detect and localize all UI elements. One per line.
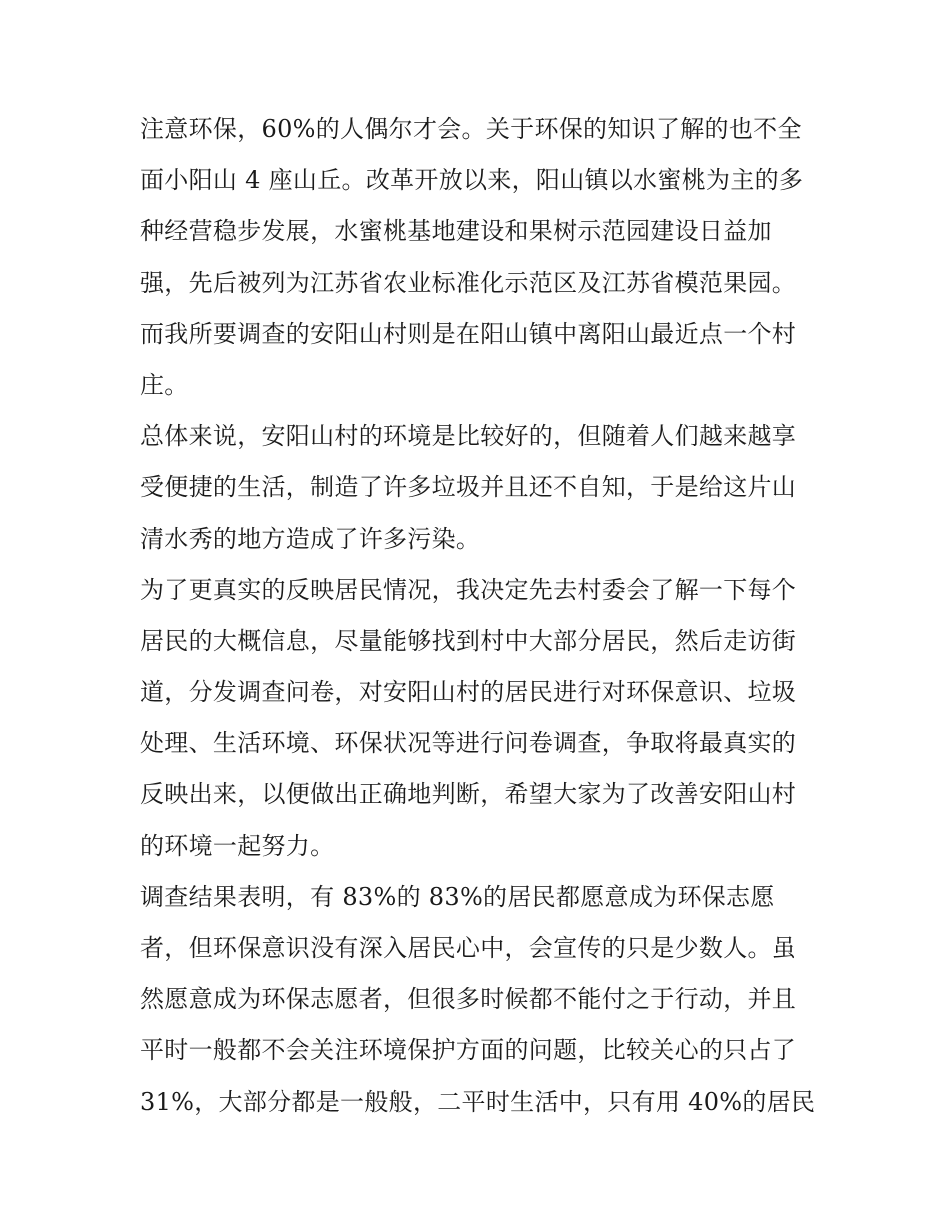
text-line: 强，先后被列为江苏省农业标准化示范区及江苏省模范果园。 xyxy=(140,268,797,297)
text-line: 种经营稳步发展，水蜜桃基地建设和果树示范园建设日益加 xyxy=(140,217,772,246)
text-line: 的环境一起努力。 xyxy=(140,831,335,860)
text-line: 者，但环保意识没有深入居民心中，会宣传的只是少数人。虽 xyxy=(140,934,797,962)
text-line: 居民的大概信息，尽量能够找到村中大部分居民，然后走访街 xyxy=(140,626,797,655)
text-line: 清水秀的地方造成了许多污染。 xyxy=(140,524,481,553)
text-line: 总体来说，安阳山村的环境是比较好的，但随着人们越来越享 xyxy=(140,422,797,451)
text-line: 注意环保，60%的人偶尔才会。关于环保的知识了解的也不全 xyxy=(140,115,802,143)
text-line: 31%，大部分都是一般般，二平时生活中，只有用 40%的居民 xyxy=(140,1087,816,1116)
text-line: 受便捷的生活，制造了许多垃圾并且还不自知，于是给这片山 xyxy=(140,473,797,502)
text-line: 平时一般都不会关注环境保护方面的问题，比较关心的只占了 xyxy=(140,1036,797,1065)
text-line: 为了更真实的反映居民情况，我决定先去村委会了解一下每个 xyxy=(140,575,797,604)
document-body xyxy=(140,104,820,1128)
text-line: 反映出来，以便做出正确地判断，希望大家为了改善安阳山村 xyxy=(140,780,797,809)
text-line: 处理、生活环境、环保状况等进行问卷调查，争取将最真实的 xyxy=(140,729,797,758)
text-line: 道，分发调查问卷，对安阳山村的居民进行对环保意识、垃圾 xyxy=(140,678,797,707)
text-line: 庄。 xyxy=(140,370,189,399)
text-line: 然愿意成为环保志愿者，但很多时候都不能付之于行动，并且 xyxy=(140,985,797,1014)
text-line: 面小阳山 4 座山丘。改革开放以来，阳山镇以水蜜桃为主的多 xyxy=(140,166,804,195)
text-line: 调查结果表明，有 83%的 83%的居民都愿意成为环保志愿 xyxy=(140,882,775,911)
text-line: 而我所要调查的安阳山村则是在阳山镇中离阳山最近点一个村 xyxy=(140,319,797,348)
